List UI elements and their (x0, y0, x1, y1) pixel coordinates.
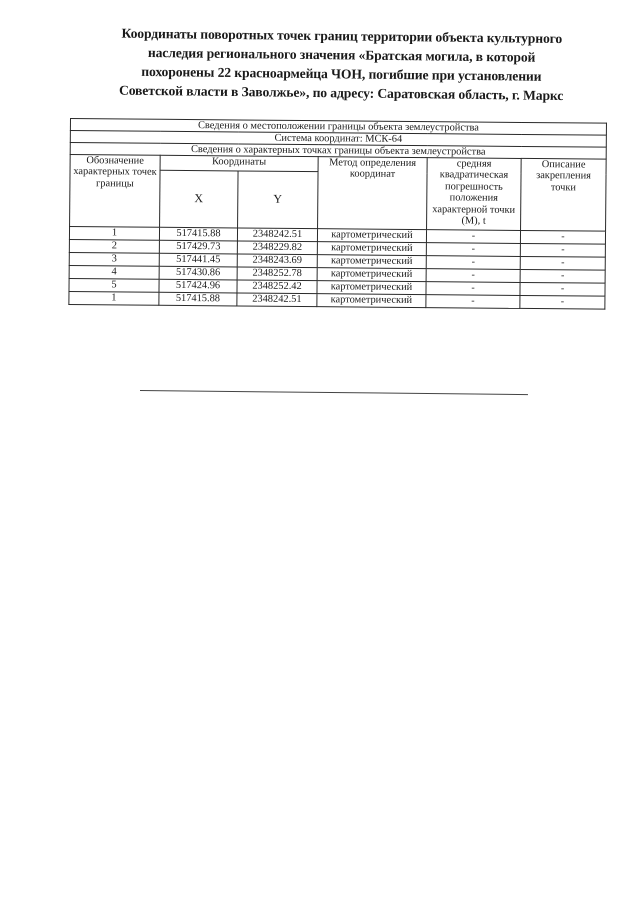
cell-y: 2348252.78 (237, 267, 317, 281)
cell-accuracy: - (426, 230, 520, 244)
cell-y: 2348243.69 (237, 254, 317, 268)
cell-x: 517415.88 (159, 227, 237, 241)
cell-point: 3 (69, 252, 159, 266)
cell-accuracy: - (426, 269, 520, 283)
cell-point: 4 (69, 265, 159, 279)
cell-method: картометрический (317, 229, 426, 243)
header-coordinates: Координаты (160, 155, 318, 171)
cell-fixing: - (520, 230, 605, 244)
cell-point: 5 (69, 278, 159, 292)
document-title (67, 23, 616, 106)
cell-x: 517415.88 (159, 292, 237, 306)
header-accuracy: средняя квадратическая погрешность положения характерной точки (М), t (427, 158, 522, 231)
cell-method: картометрический (317, 281, 426, 295)
cell-method: картометрический (317, 268, 426, 282)
cell-accuracy: - (426, 295, 520, 309)
header-fixing: Описание закрепления точки (521, 158, 607, 231)
cell-fixing: - (520, 282, 605, 296)
header-y: Y (238, 171, 318, 229)
cell-point: 1 (69, 291, 159, 305)
header-x: X (160, 170, 238, 228)
cell-x: 517429.73 (159, 240, 237, 254)
divider-line (140, 390, 528, 395)
cell-accuracy: - (426, 282, 520, 296)
title-line: похоронены 22 красноармейца ЧОН, погибшие при установлении (141, 63, 542, 84)
cell-x: 517424.96 (159, 279, 237, 293)
cell-y: 2348242.51 (237, 293, 317, 307)
cell-fixing: - (520, 243, 605, 257)
cell-x: 517430.86 (159, 266, 237, 280)
section-location-header: Сведения о местоположении границы объекта землеустройства (70, 119, 606, 136)
section-points-header: Сведения о характерных точках границы объекта землеустройства (70, 143, 606, 160)
header-method: Метод определения координат (318, 157, 428, 230)
cell-point: 1 (69, 227, 159, 241)
title-line: наследия регионального значения «Братская могила, в которой (147, 44, 536, 65)
cell-fixing: - (520, 269, 605, 283)
title-line: Советской власти в Заволжье», по адресу: Саратовская область, г. Маркс (118, 82, 564, 104)
cell-y: 2348242.51 (237, 228, 317, 242)
cell-method: картометрический (317, 242, 426, 256)
cell-accuracy: - (426, 256, 520, 270)
header-point-designation: Обозначение характерных точек границы (70, 155, 161, 228)
boundary-points-table (68, 118, 607, 310)
coordinate-system-header: Система координат: МСК-64 (70, 131, 606, 148)
cell-accuracy: - (426, 243, 520, 257)
cell-y: 2348252.42 (237, 280, 317, 294)
cell-y: 2348229.82 (237, 241, 317, 255)
cell-fixing: - (520, 295, 605, 309)
cell-method: картометрический (317, 255, 426, 269)
title-line: Координаты поворотных точек границ территории объекта культурного (121, 25, 563, 47)
cell-x: 517441.45 (159, 253, 237, 267)
cell-method: картометрический (317, 294, 426, 308)
cell-fixing: - (520, 256, 605, 270)
cell-point: 2 (69, 239, 159, 253)
